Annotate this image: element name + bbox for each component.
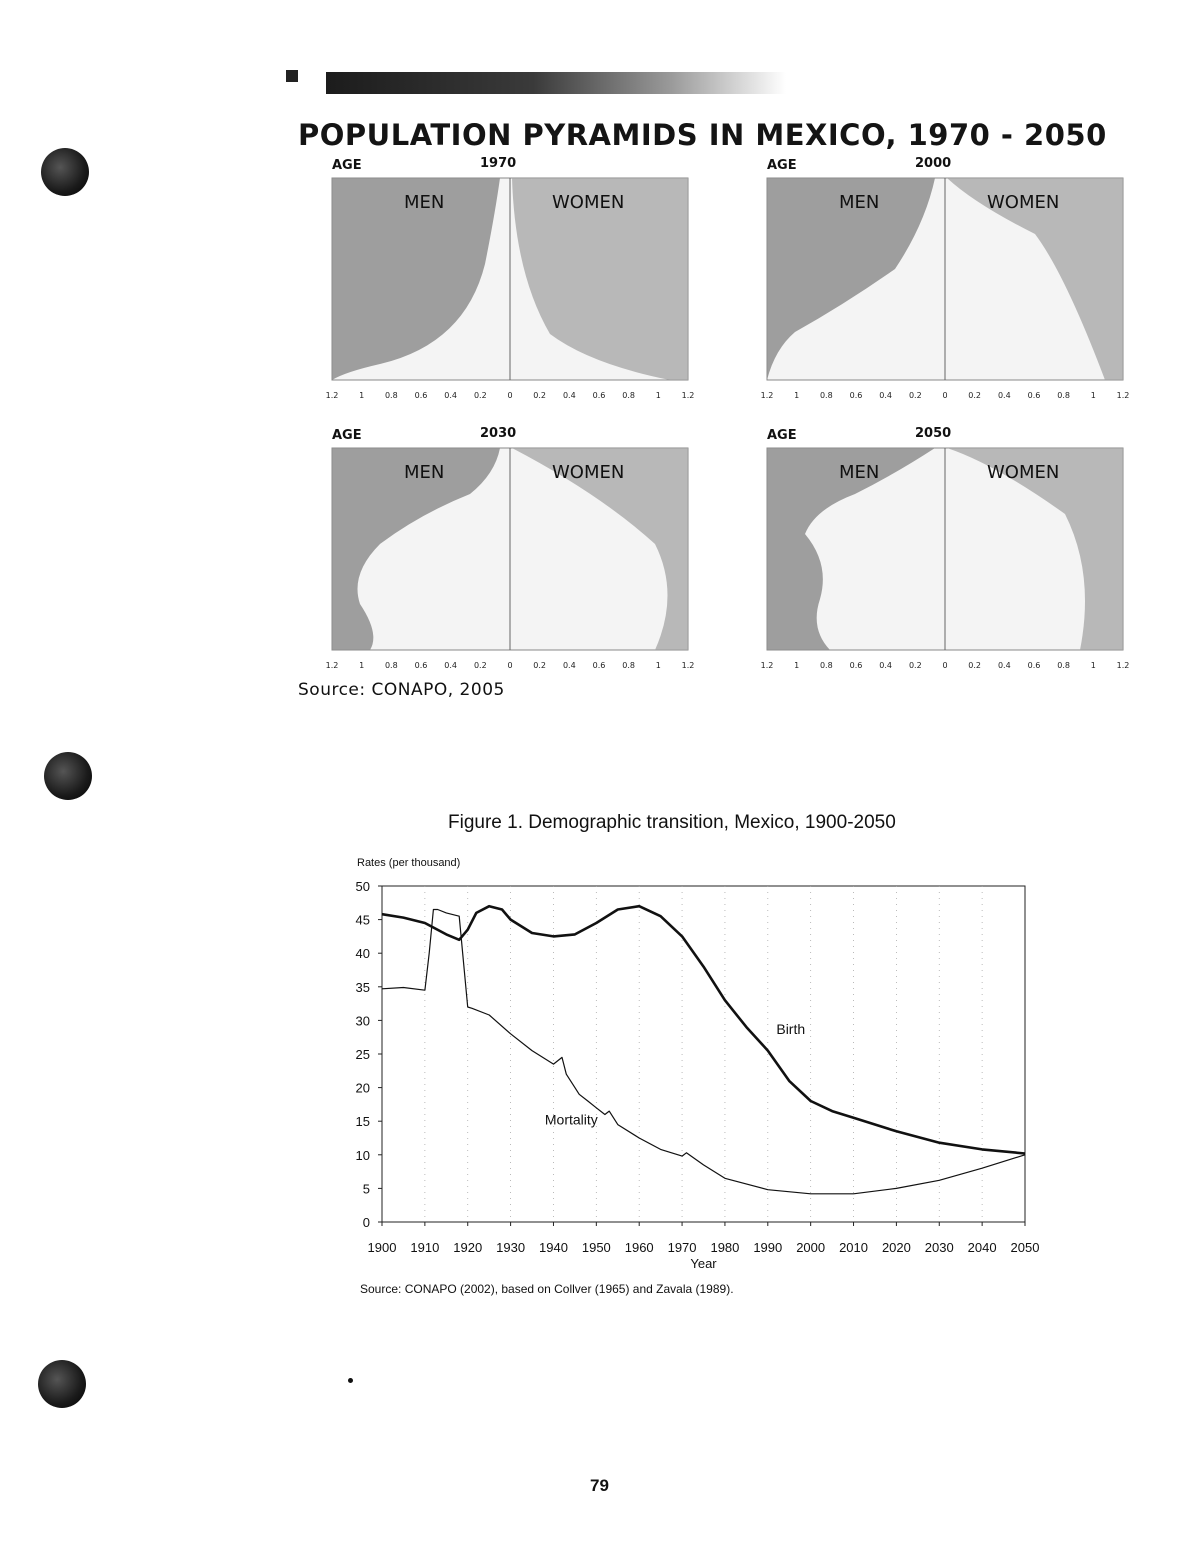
pyramid-x-tick: 0.2 [908,391,922,400]
x-tick-label: 2010 [839,1240,868,1255]
pyramid-year: 2050 [915,426,952,441]
x-tick-label: 2050 [1010,1240,1040,1255]
pyramid-x-tick: 1.2 [325,391,339,400]
pyramid-x-tick: 1.2 [681,391,695,400]
y-tick-label: 20 [355,1080,370,1096]
figure-title: Figure 1. Demographic transition, Mexico, 1900-2050 [448,812,896,833]
birth-rate-line [382,906,1025,1153]
pyramid-x-tick: 0.8 [384,661,398,670]
pyramid-x-tick: 0.4 [444,391,458,400]
pyramid-x-tick: 1.2 [760,391,774,400]
pyramid-x-tick: 0.8 [819,661,833,670]
pyramid-x-tick: 0.6 [592,661,606,670]
y-tick-label: 5 [362,1181,370,1197]
pyramid-2050 [735,424,1135,686]
pyramid-x-tick: 0.4 [444,661,458,670]
pyramid-graphic [300,424,700,686]
pyramid-x-tick: 0 [942,661,948,670]
pyramid-x-tick: 1 [359,391,365,400]
pyramid-x-tick: 0.6 [414,391,428,400]
pyramid-x-tick: 1 [794,391,800,400]
pyramid-x-tick: 1 [1090,661,1096,670]
x-tick-label: 2030 [924,1240,954,1255]
pyramid-x-tick: 0 [942,391,948,400]
y-tick-label: 40 [355,946,370,962]
pyramid-x-tick: 0.6 [414,661,428,670]
pyramid-x-tick: 0.6 [592,391,606,400]
pyramid-x-tick: 0.8 [622,391,636,400]
slide-title: POPULATION PYRAMIDS IN MEXICO, 1970 - 2050 [298,118,1107,152]
pyramid-x-tick: 0.2 [533,391,547,400]
women-label: WOMEN [552,192,625,213]
men-label: MEN [404,462,445,483]
y-tick-label: 45 [355,912,370,928]
x-tick-label: 1990 [753,1240,783,1255]
y-tick-label: 0 [362,1215,370,1230]
pyramid-x-tick: 0.2 [968,661,982,670]
pyramid-x-tick: 1 [359,661,365,670]
x-tick-label: 1970 [667,1240,697,1255]
pyramid-2000 [735,154,1135,416]
pyramid-2030 [300,424,700,686]
pyramid-x-tick: 0.4 [879,661,893,670]
pyramid-x-tick: 0.2 [473,661,487,670]
pyramid-graphic [735,424,1135,686]
pyramid-x-tick: 0.8 [1057,391,1071,400]
x-axis-label: Year [690,1256,717,1270]
x-tick-label: 1930 [496,1240,526,1255]
pyramid-x-tick: 1.2 [1116,661,1130,670]
pyramid-x-tick: 1.2 [760,661,774,670]
pyramid-x-tick: 0 [507,391,513,400]
pyramid-x-tick: 1 [655,391,661,400]
page-number: 79 [590,1476,609,1495]
x-tick-label: 1900 [367,1240,397,1255]
pyramid-1970 [300,154,700,416]
pyramid-x-tick: 0.8 [1057,661,1071,670]
scan-speck [348,1378,353,1383]
pyramid-x-tick: 0.4 [997,661,1011,670]
pyramid-x-tick: 0.4 [879,391,893,400]
pyramid-x-tick: 0.2 [473,391,487,400]
age-label: AGE [767,158,797,173]
pyramid-graphic [300,154,700,416]
pyramid-x-tick: 0.8 [819,391,833,400]
y-tick-label: 50 [355,879,370,894]
pyramid-x-tick: 0 [507,661,513,670]
age-label: AGE [332,158,362,173]
x-tick-label: 1960 [624,1240,654,1255]
y-tick-label: 25 [355,1047,370,1062]
y-axis-label: Rates (per thousand) [357,857,461,869]
pyramid-x-tick: 0.2 [968,391,982,400]
punch-hole-bottom [38,1360,86,1408]
men-label: MEN [839,462,880,483]
x-tick-label: 2040 [967,1240,997,1255]
pyramid-x-tick: 0.2 [533,661,547,670]
x-tick-label: 2020 [881,1240,911,1255]
figure-source: Source: CONAPO (2002), based on Collver (1965) and Zavala (1989). [360,1282,734,1296]
pyramid-x-tick: 1.2 [681,661,695,670]
mortality-rate-line [382,910,1025,1194]
men-label: MEN [404,192,445,213]
men-label: MEN [839,192,880,213]
age-label: AGE [332,428,362,443]
x-tick-label: 1950 [581,1240,611,1255]
pyramid-x-tick: 0.4 [997,391,1011,400]
pyramid-year: 2000 [915,156,952,171]
punch-hole-middle [44,752,92,800]
pyramid-source: Source: CONAPO, 2005 [298,680,505,700]
women-label: WOMEN [987,192,1060,213]
pyramid-x-tick: 1 [1090,391,1096,400]
x-tick-label: 1980 [710,1240,740,1255]
birth-series-label: Birth [776,1020,806,1037]
x-tick-label: 1940 [539,1240,568,1255]
x-tick-label: 1910 [410,1240,440,1255]
pyramid-x-tick: 0.2 [908,661,922,670]
pyramid-x-tick: 0.6 [849,661,863,670]
pyramid-x-tick: 0.4 [562,391,576,400]
pyramid-x-tick: 1 [794,661,800,670]
pyramid-x-tick: 0.6 [1027,391,1041,400]
mortality-series-label: Mortality [544,1111,598,1128]
pyramid-x-tick: 0.6 [1027,661,1041,670]
y-tick-label: 10 [355,1147,370,1163]
women-label: WOMEN [987,462,1060,483]
age-label: AGE [767,428,797,443]
pyramid-x-tick: 0.6 [849,391,863,400]
plot-frame [382,886,1025,1222]
pyramid-x-tick: 0.4 [562,661,576,670]
punch-hole-top [41,148,89,196]
pyramid-x-tick: 1.2 [1116,391,1130,400]
y-tick-label: 15 [355,1114,370,1130]
pyramid-x-tick: 1 [655,661,661,670]
y-tick-label: 30 [355,1013,370,1029]
pyramid-x-tick: 1.2 [325,661,339,670]
x-tick-label: 2000 [796,1240,826,1255]
pyramid-year: 1970 [480,156,517,171]
x-tick-label: 1920 [453,1240,483,1255]
pyramid-x-tick: 0.8 [622,661,636,670]
pyramid-x-tick: 0.8 [384,391,398,400]
y-tick-label: 35 [355,979,370,995]
demographic-transition-chart [340,850,1060,1270]
slide-header-bar [286,68,786,96]
women-label: WOMEN [552,462,625,483]
pyramid-graphic [735,154,1135,416]
pyramid-year: 2030 [480,426,517,441]
